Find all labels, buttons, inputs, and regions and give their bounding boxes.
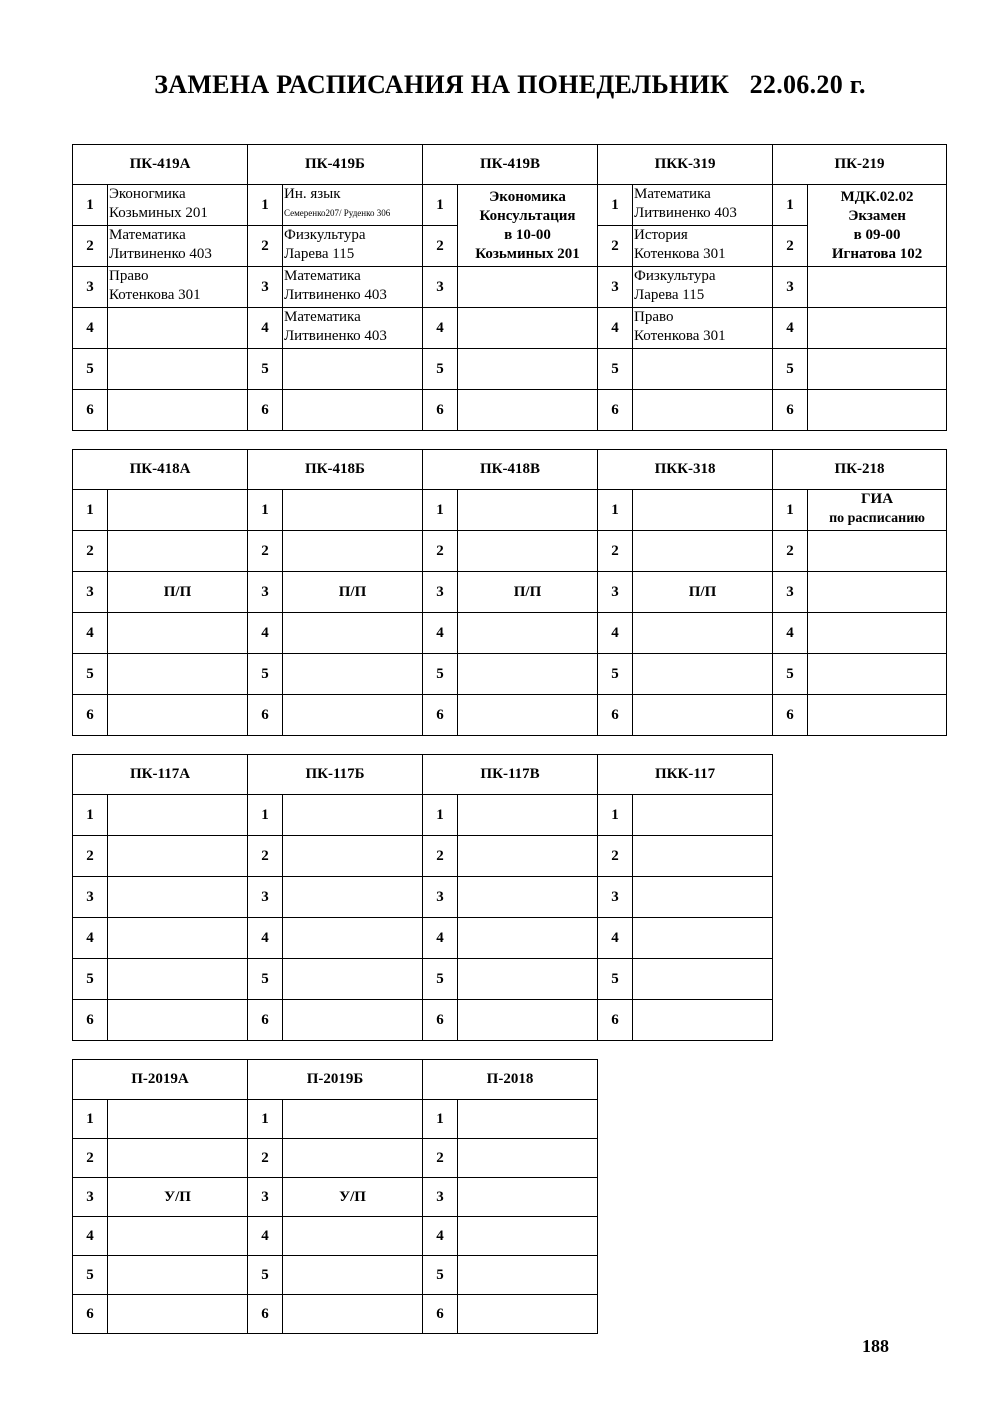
lesson-cell: [458, 795, 598, 836]
lesson-number: 2: [248, 531, 283, 572]
schedule-table-block2: [72, 449, 947, 736]
lesson-cell: [458, 1256, 598, 1295]
lesson-cell: [283, 1100, 423, 1139]
lesson-cell: [458, 877, 598, 918]
lesson-number: 5: [423, 1256, 458, 1295]
lesson-cell: [108, 795, 248, 836]
lesson-number: 5: [598, 349, 633, 390]
teacher-room: Литвиненко 403: [109, 246, 212, 262]
group-header: П-2019А: [73, 1060, 248, 1100]
lesson-number: 3: [423, 877, 458, 918]
practice-label: П/П: [458, 572, 598, 613]
lesson-number: 4: [73, 1217, 108, 1256]
lesson-cell: [458, 613, 598, 654]
lesson-number: 1: [773, 185, 808, 226]
note-line: Экономика: [489, 188, 566, 205]
lesson-cell: [633, 795, 773, 836]
group-header: ПК-218: [773, 450, 947, 490]
group-header: ПК-419В: [423, 145, 598, 185]
lesson-number: 5: [73, 654, 108, 695]
lesson-cell: [808, 349, 947, 390]
lesson-cell: [283, 795, 423, 836]
practice-label: П/П: [108, 572, 248, 613]
lesson-number: 5: [423, 959, 458, 1000]
lesson-cell: [808, 390, 947, 431]
lesson-number: 4: [73, 918, 108, 959]
lesson-cell: [633, 531, 773, 572]
lesson-cell: [808, 654, 947, 695]
lesson-number: 1: [598, 185, 633, 226]
lesson-number: 3: [423, 1178, 458, 1217]
lesson-number: 5: [423, 654, 458, 695]
lesson-number: 1: [773, 490, 808, 531]
group-header: ПК-419Б: [248, 145, 423, 185]
lesson-cell: [283, 1000, 423, 1041]
lesson-number: 1: [423, 490, 458, 531]
group-header: ПК-418В: [423, 450, 598, 490]
lesson-number: 6: [773, 390, 808, 431]
lesson-cell: [633, 267, 773, 308]
schedule-table-block4: [72, 1059, 598, 1334]
lesson-cell: [108, 1217, 248, 1256]
lesson-number: 3: [73, 877, 108, 918]
lesson-number: 2: [248, 836, 283, 877]
subject: Эконогмика: [109, 186, 186, 202]
lesson-cell: [108, 1000, 248, 1041]
lesson-number: 2: [423, 1139, 458, 1178]
lesson-cell: [108, 1100, 248, 1139]
lesson-number: 6: [248, 1295, 283, 1334]
lesson-cell: [808, 267, 947, 308]
lesson-number: 2: [598, 226, 633, 267]
lesson-cell: [633, 226, 773, 267]
lesson-cell: [283, 1139, 423, 1178]
lesson-cell: [633, 613, 773, 654]
lesson-cell: [283, 695, 423, 736]
lesson-number: 4: [423, 1217, 458, 1256]
lesson-number: 3: [773, 572, 808, 613]
lesson-number: 6: [773, 695, 808, 736]
lesson-number: 4: [423, 918, 458, 959]
lesson-cell: [283, 918, 423, 959]
lesson-number: 1: [423, 1100, 458, 1139]
lesson-cell: [283, 531, 423, 572]
lesson-number: 5: [423, 349, 458, 390]
lesson-number: 5: [73, 959, 108, 1000]
lesson-number: 1: [248, 185, 283, 226]
lesson-number: 1: [423, 185, 458, 226]
lesson-number: 3: [598, 877, 633, 918]
teacher-room: Котенкова 301: [634, 246, 726, 262]
practice-label: П/П: [633, 572, 773, 613]
lesson-number: 4: [73, 613, 108, 654]
lesson-number: 2: [423, 531, 458, 572]
lesson-cell: [283, 959, 423, 1000]
group-header: ПК-419А: [73, 145, 248, 185]
lesson-cell: [108, 918, 248, 959]
teacher-room: Котенкова 301: [109, 287, 201, 303]
lesson-number: 5: [73, 349, 108, 390]
subject: Право: [634, 309, 674, 325]
lesson-number: 6: [423, 1295, 458, 1334]
group-header: ПКК-318: [598, 450, 773, 490]
gia-note: [808, 490, 947, 531]
lesson-cell: [283, 1295, 423, 1334]
lesson-number: 1: [248, 795, 283, 836]
practice-label: У/П: [108, 1178, 248, 1217]
lesson-number: 2: [423, 836, 458, 877]
lesson-number: 2: [423, 226, 458, 267]
lesson-number: 1: [73, 490, 108, 531]
note-line: в 10-00: [504, 226, 551, 243]
subject: Математика: [284, 268, 361, 284]
lesson-cell: [108, 877, 248, 918]
lesson-number: 6: [73, 1000, 108, 1041]
lesson-number: 3: [73, 1178, 108, 1217]
schedule-table-block3: [72, 754, 773, 1041]
lesson-cell: [458, 531, 598, 572]
exam-note: [808, 185, 947, 267]
teacher-room: Ларева 115: [284, 246, 355, 262]
lesson-number: 3: [423, 572, 458, 613]
group-header: ПК-418Б: [248, 450, 423, 490]
lesson-cell: [633, 695, 773, 736]
group-header: ПК-117В: [423, 755, 598, 795]
lesson-cell: [633, 490, 773, 531]
subject: Физкультура: [284, 227, 366, 243]
lesson-cell: [633, 877, 773, 918]
lesson-cell: [808, 531, 947, 572]
lesson-cell: [808, 695, 947, 736]
lesson-cell: [458, 390, 598, 431]
lesson-number: 6: [248, 695, 283, 736]
teacher-room: Ларева 115: [634, 287, 705, 303]
teacher-room: Котенкова 301: [634, 328, 726, 344]
note-line: ГИА: [861, 491, 894, 507]
lesson-cell: [458, 267, 598, 308]
lesson-number: 6: [423, 1000, 458, 1041]
teacher-room: Литвиненко 403: [634, 205, 737, 221]
lesson-number: 5: [773, 349, 808, 390]
group-header: ПК-219: [773, 145, 947, 185]
note-line: Консультация: [479, 207, 576, 224]
lesson-number: 3: [423, 267, 458, 308]
lesson-cell: [108, 349, 248, 390]
lesson-number: 2: [248, 226, 283, 267]
lesson-cell: [283, 308, 423, 349]
lesson-number: 5: [598, 959, 633, 1000]
page-title: ЗАМЕНА РАСПИСАНИЯ НА ПОНЕДЕЛЬНИК 22.06.20 г.: [154, 70, 866, 99]
subject: Математика: [284, 309, 361, 325]
lesson-number: 5: [248, 1256, 283, 1295]
lesson-number: 3: [248, 877, 283, 918]
lesson-number: 6: [73, 1295, 108, 1334]
teacher-room: Литвиненко 403: [284, 287, 387, 303]
lesson-cell: [283, 1217, 423, 1256]
lesson-cell: [458, 959, 598, 1000]
lesson-cell: [458, 918, 598, 959]
note-line: в 09-00: [853, 226, 901, 243]
group-header: ПК-117А: [73, 755, 248, 795]
lesson-number: 2: [73, 226, 108, 267]
lesson-number: 6: [598, 1000, 633, 1041]
lesson-cell: [458, 1217, 598, 1256]
lesson-cell: [458, 490, 598, 531]
lesson-number: 6: [73, 390, 108, 431]
group-header: ПК-117Б: [248, 755, 423, 795]
lesson-cell: [108, 836, 248, 877]
lesson-number: 4: [248, 308, 283, 349]
lesson-number: 2: [73, 531, 108, 572]
lesson-cell: [108, 613, 248, 654]
lesson-cell: [283, 267, 423, 308]
group-header: ПКК-117: [598, 755, 773, 795]
lesson-cell: [458, 308, 598, 349]
lesson-cell: [283, 490, 423, 531]
teacher-room: Семеренко207/ Руденко 306: [284, 208, 391, 218]
lesson-number: 2: [73, 836, 108, 877]
lesson-number: 4: [248, 613, 283, 654]
subject: Математика: [634, 186, 711, 202]
lesson-number: 2: [248, 1139, 283, 1178]
subject: Математика: [109, 227, 186, 243]
lesson-number: 1: [598, 795, 633, 836]
subject: История: [634, 227, 688, 243]
lesson-number: 3: [73, 267, 108, 308]
lesson-number: 2: [598, 836, 633, 877]
lesson-number: 4: [598, 613, 633, 654]
lesson-number: 4: [773, 613, 808, 654]
lesson-cell: [458, 349, 598, 390]
lesson-cell: [108, 654, 248, 695]
lesson-number: 3: [598, 267, 633, 308]
lesson-number: 1: [423, 795, 458, 836]
lesson-cell: [283, 349, 423, 390]
lesson-cell: [458, 1295, 598, 1334]
lesson-number: 5: [773, 654, 808, 695]
lesson-cell: [283, 836, 423, 877]
group-header: ПКК-319: [598, 145, 773, 185]
note-line: Игнатова 102: [831, 245, 923, 262]
lesson-number: 4: [598, 918, 633, 959]
lesson-cell: [108, 308, 248, 349]
lesson-number: 1: [73, 1100, 108, 1139]
lesson-number: 3: [73, 572, 108, 613]
teacher-room: Козьминых 201: [109, 205, 208, 221]
lesson-cell: [283, 877, 423, 918]
lesson-number: 4: [73, 308, 108, 349]
lesson-number: 1: [598, 490, 633, 531]
lesson-number: 6: [248, 390, 283, 431]
lesson-number: 4: [423, 308, 458, 349]
lesson-cell: [633, 654, 773, 695]
lesson-cell: [108, 1256, 248, 1295]
lesson-number: 5: [248, 654, 283, 695]
lesson-cell: [808, 308, 947, 349]
group-header: ПК-418А: [73, 450, 248, 490]
note-line: Экзамен: [848, 207, 906, 224]
lesson-number: 3: [248, 1178, 283, 1217]
lesson-cell: [108, 390, 248, 431]
consultation-note: [458, 185, 598, 267]
lesson-cell: [108, 959, 248, 1000]
lesson-cell: [633, 185, 773, 226]
lesson-cell: [283, 185, 423, 226]
lesson-number: 5: [248, 959, 283, 1000]
lesson-cell: [458, 1000, 598, 1041]
lesson-cell: [283, 654, 423, 695]
lesson-number: 2: [73, 1139, 108, 1178]
lesson-number: 1: [73, 795, 108, 836]
lesson-cell: [633, 959, 773, 1000]
lesson-cell: [283, 226, 423, 267]
lesson-cell: [458, 836, 598, 877]
lesson-number: 5: [73, 1256, 108, 1295]
practice-label: У/П: [283, 1178, 423, 1217]
lesson-number: 2: [773, 226, 808, 267]
lesson-number: 1: [248, 1100, 283, 1139]
lesson-number: 4: [248, 918, 283, 959]
lesson-number: 4: [598, 308, 633, 349]
lesson-number: 6: [598, 390, 633, 431]
teacher-room: Литвиненко 403: [284, 328, 387, 344]
lesson-number: 6: [248, 1000, 283, 1041]
lesson-number: 6: [423, 390, 458, 431]
lesson-cell: [108, 1295, 248, 1334]
lesson-number: 5: [248, 349, 283, 390]
lesson-cell: [808, 613, 947, 654]
lesson-cell: [283, 613, 423, 654]
lesson-cell: [458, 695, 598, 736]
lesson-cell: [283, 390, 423, 431]
lesson-number: 2: [598, 531, 633, 572]
lesson-number: 6: [423, 695, 458, 736]
lesson-cell: [633, 390, 773, 431]
subject: Ин. язык: [284, 186, 341, 202]
lesson-cell: [108, 267, 248, 308]
schedule-table-block1: [72, 144, 947, 431]
lesson-cell: [108, 1139, 248, 1178]
lesson-number: 2: [773, 531, 808, 572]
lesson-cell: [633, 918, 773, 959]
lesson-number: 4: [423, 613, 458, 654]
lesson-cell: [458, 654, 598, 695]
lesson-number: 1: [248, 490, 283, 531]
lesson-cell: [283, 1256, 423, 1295]
lesson-number: 3: [248, 267, 283, 308]
lesson-cell: [108, 226, 248, 267]
lesson-number: 3: [773, 267, 808, 308]
lesson-cell: [808, 572, 947, 613]
lesson-cell: [633, 308, 773, 349]
lesson-number: 6: [73, 695, 108, 736]
lesson-cell: [633, 836, 773, 877]
lesson-number: 1: [73, 185, 108, 226]
lesson-cell: [633, 1000, 773, 1041]
note-line: МДК.02.02: [840, 188, 914, 205]
lesson-number: 6: [598, 695, 633, 736]
group-header: П-2019Б: [248, 1060, 423, 1100]
note-line: по расписанию: [829, 511, 925, 526]
lesson-cell: [458, 1100, 598, 1139]
practice-label: П/П: [283, 572, 423, 613]
lesson-number: 4: [248, 1217, 283, 1256]
lesson-cell: [633, 349, 773, 390]
lesson-number: 3: [248, 572, 283, 613]
lesson-cell: [458, 1178, 598, 1217]
lesson-number: 3: [598, 572, 633, 613]
note-line: Козьминых 201: [475, 245, 580, 262]
lesson-cell: [458, 1139, 598, 1178]
lesson-number: 5: [598, 654, 633, 695]
subject: Физкультура: [634, 268, 716, 284]
lesson-cell: [108, 695, 248, 736]
subject: Право: [109, 268, 149, 284]
lesson-cell: [108, 490, 248, 531]
page-number: 188: [862, 1336, 889, 1356]
lesson-number: 4: [773, 308, 808, 349]
group-header: П-2018: [423, 1060, 598, 1100]
lesson-cell: [108, 531, 248, 572]
lesson-cell: [108, 185, 248, 226]
